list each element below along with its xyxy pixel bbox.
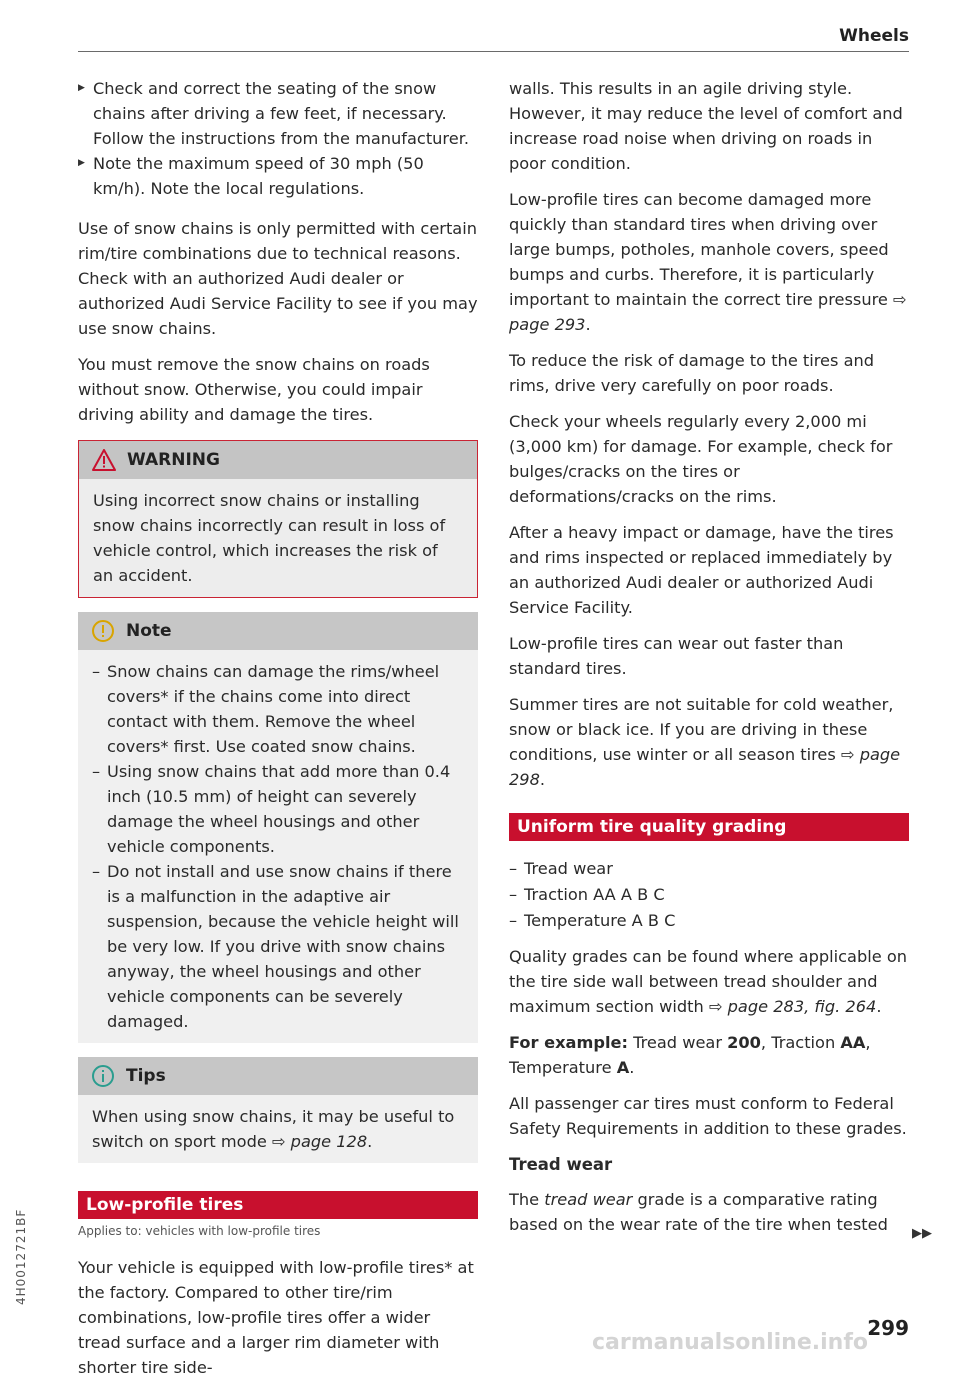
page-reference-link[interactable]: ⇨ page 128 — [271, 1132, 368, 1151]
paragraph: All passenger car tires must conform to Federal Safety Requirements in addition to these grades. — [509, 1094, 907, 1138]
info-circle-icon — [90, 1063, 116, 1089]
paragraph: Your vehicle is equipped with low-profile tires* at the factory. Compared to other tire/rim combinations, low-profile tires offer a wider tread surface and a larger rim diameter with shorter tire side- — [78, 1258, 474, 1377]
note-list — [92, 659, 464, 1034]
paragraph: After a heavy impact or damage, have the tires and rims inspected or replaced immediately by an authorized Audi dealer or authorized Audi Service Facility. — [509, 523, 894, 617]
page-reference-link[interactable]: ⇨ page 298 — [509, 745, 901, 789]
paragraph: Low-profile tires can become damaged more quickly than standard tires when driving over large bumps, potholes, manhole covers, speed bumps and curbs. Therefore, it is particularly important to maintain the correct tire pressure ⇨ page 293. — [509, 190, 907, 334]
grade-item: – Temperature A B C — [509, 908, 909, 933]
paragraph: Summer tires are not suitable for cold weather, snow or black ice. If you are driving in these conditions, use winter or all season tires ⇨ page 298. — [509, 695, 901, 789]
warning-header — [78, 440, 478, 479]
paragraph: Low-profile tires can wear out faster than standard tires. — [509, 634, 844, 678]
warning-title: WARNING — [127, 449, 220, 470]
note-box — [78, 612, 478, 1043]
tread-wear-subheading: Tread wear — [509, 1155, 613, 1174]
warning-body: Using incorrect snow chains or installing snow chains incorrectly can result in loss of vehicle control, which increases the risk of an accident. — [78, 479, 478, 598]
applies-to-note: Applies to: vehicles with low-profile tires — [78, 1224, 321, 1238]
paragraph: You must remove the snow chains on roads without snow. Otherwise, you could impair driving ability and damage the tires. — [78, 355, 430, 424]
exclamation-circle-icon — [90, 618, 116, 644]
paragraph: The tread wear grade is a comparative rating based on the wear rate of the tire when tested — [509, 1190, 888, 1234]
note-item: – Snow chains can damage the rims/wheel covers* if the chains come into direct contact with them. Remove the wheel covers* first. Use coated snow chains. — [92, 659, 464, 759]
paragraph: Quality grades can be found where applicable on the tire side wall between tread shoulder and maximum section width ⇨ page 283, fig. 264. — [509, 947, 907, 1016]
note-body — [78, 650, 478, 1043]
tips-body: When using snow chains, it may be useful to switch on sport mode ⇨ page 128. — [78, 1095, 478, 1163]
paragraph: Use of snow chains is only permitted with certain rim/tire combinations due to technical reasons. Check with an authorized Audi dealer or authorized Audi Service Facility to see if you may use snow chains. — [78, 219, 478, 338]
note-item: – Do not install and use snow chains if there is a malfunction in the adaptive air suspension, because the vehicle height will be very low. If you drive with snow chains anyway, the wheel housings and other vehicle components can be severely damaged. — [92, 859, 464, 1034]
header-rule — [78, 51, 909, 52]
page-number: 299 — [867, 1316, 909, 1340]
warning-box — [78, 440, 478, 598]
grade-item: – Tread wear — [509, 856, 909, 881]
tips-text: When using snow chains, it may be useful to switch on sport mode — [92, 1107, 455, 1151]
utqg-heading: Uniform tire quality grading — [509, 813, 909, 841]
paragraph: To reduce the risk of damage to the tires and rims, drive very carefully on poor roads. — [509, 351, 875, 395]
right-column — [509, 76, 909, 1248]
paragraph: walls. This results in an agile driving style. However, it may reduce the level of comfort and increase road noise when driving on roads in poor condition. — [509, 79, 903, 173]
instruction-list — [78, 76, 478, 201]
watermark: carmanualsonline.info — [592, 1330, 868, 1355]
page-reference-link[interactable]: ⇨ page 283, fig. 264 — [708, 997, 877, 1016]
note-title: Note — [126, 620, 172, 641]
tips-box — [78, 1057, 478, 1163]
note-header — [78, 612, 478, 650]
page-reference-link[interactable]: ⇨ page 293 — [509, 290, 907, 334]
section-title: Wheels — [839, 26, 909, 46]
document-code: 4H0012721BF — [14, 1208, 28, 1305]
left-column — [78, 76, 478, 1391]
continued-arrow-icon: ▶▶ — [912, 1226, 932, 1241]
instruction-item: ▶ Note the maximum speed of 30 mph (50 km/h). Note the local regulations. — [78, 151, 478, 201]
low-profile-heading: Low-profile tires — [78, 1191, 478, 1219]
tips-title: Tips — [126, 1065, 166, 1086]
example-paragraph: For example: Tread wear 200, Traction AA, Temperature A. — [509, 1033, 871, 1077]
grade-list — [509, 856, 909, 933]
note-item: – Using snow chains that add more than 0.4 inch (10.5 mm) of height can severely damage the wheel housings and other vehicle components. — [92, 759, 464, 859]
warning-triangle-icon — [91, 447, 117, 473]
paragraph: Check your wheels regularly every 2,000 mi (3,000 km) for damage. For example, check for bulges/cracks on the tires or deformations/cracks on the rims. — [509, 412, 893, 506]
tips-header — [78, 1057, 478, 1095]
grade-item: – Traction AA A B C — [509, 882, 909, 907]
instruction-item: ▶ Check and correct the seating of the snow chains after driving a few feet, if necessary. Follow the instructions from the manufacturer. — [78, 76, 478, 151]
